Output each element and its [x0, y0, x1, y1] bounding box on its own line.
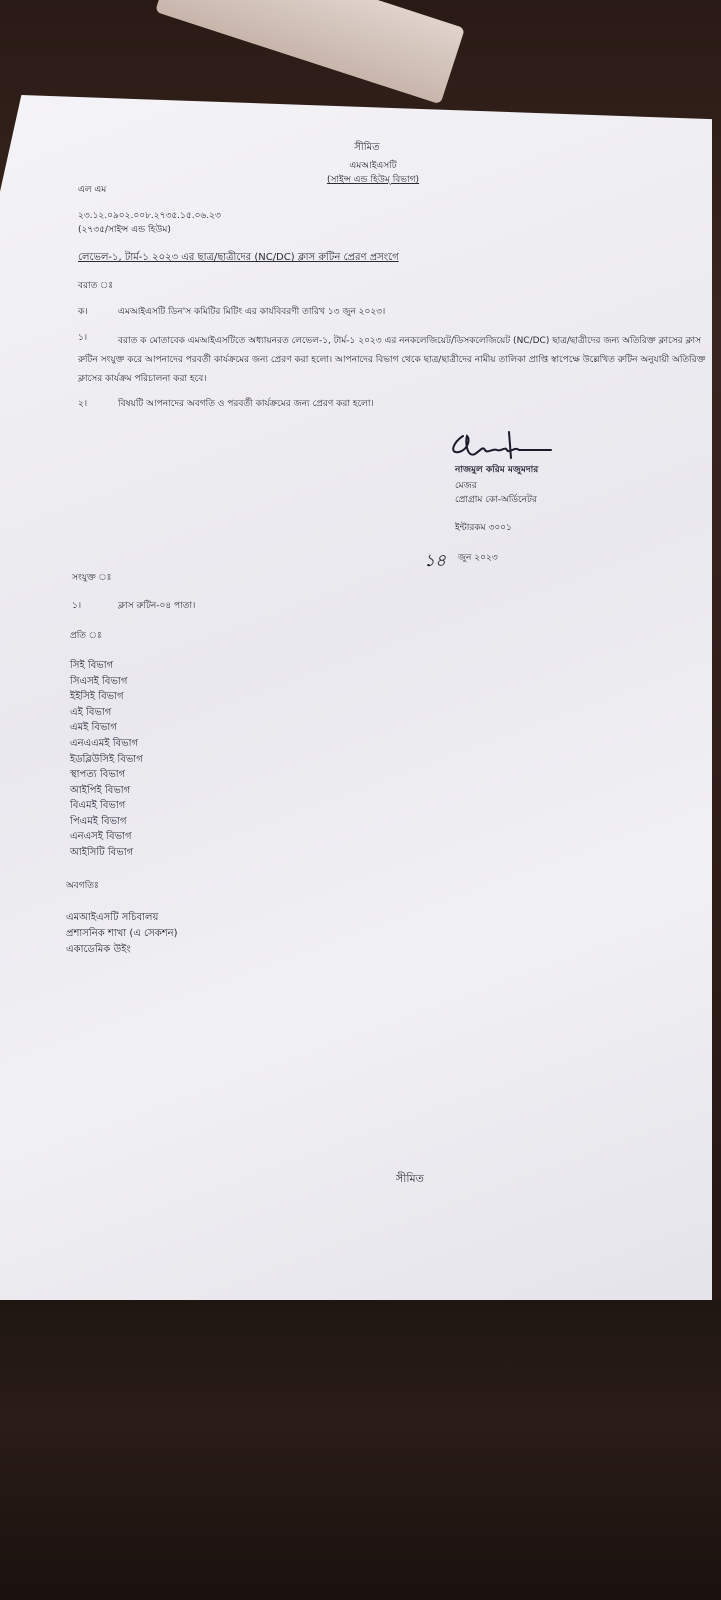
paragraph-2-number: ২।: [78, 399, 88, 409]
signature-image: [445, 428, 555, 468]
signatory-title: প্রোগ্রাম কো-অর্ডিনেটর: [455, 495, 537, 505]
list-item: আইসিটি বিভাগ: [70, 847, 134, 858]
ref-item-text: এমআইএসটি ডিন'স কমিটির মিটিং এর কার্যবিবরণী তারিখ ১৩ জুন ২০২৩।: [118, 307, 386, 317]
list-item: বিএমই বিভাগ: [70, 800, 126, 811]
org-name: এমআইএসটি: [349, 161, 397, 171]
file-prefix: এল এম: [78, 185, 107, 195]
enclosure-text: ক্লাস রুটিন-০৪ পাতা।: [118, 601, 196, 611]
signature-date-rest: জুন ২০২৩: [458, 553, 498, 563]
list-item: সিএসই বিভাগ: [70, 676, 128, 687]
list-item: ইইসিই বিভাগ: [70, 691, 124, 702]
signatory-rank: মেজর: [455, 481, 477, 491]
signatory-name: নাজমুল করিম মজুমদার: [455, 465, 539, 475]
list-item: এনএএমই বিভাগ: [70, 738, 139, 749]
list-item: স্থাপত্য বিভাগ: [70, 769, 126, 780]
info-label: অবগতিঃ: [66, 881, 99, 891]
paragraph-1-number: ১।: [78, 333, 88, 343]
classification-top: সীমিত: [354, 142, 380, 153]
list-item: এমআইএসটি সচিবালয়: [66, 912, 159, 923]
desk-object: [155, 0, 465, 104]
list-item: আইপিই বিভাগ: [70, 785, 131, 796]
subject-line: লেভেল-১, টার্ম-১ ২০২৩ এর ছাত্র/ছাত্রীদের (NC/DC) ক্লাস রুটিন প্রেরণ প্রসংগে: [78, 252, 399, 263]
dept-name: (সাইন্স এন্ড হিউম্ বিভাগ): [326, 175, 420, 185]
list-item: এমই বিভাগ: [70, 722, 117, 733]
paragraph-1-text: বরাত ক মোতাবেক এমআইএসটিতে অধ্যায়নরত লেভেল-১, টার্ম-১ ২০২৩ এর ননকলেজিয়েট/ডিসকলেজিয়েট (NC/DC) ছাত্র/ছাত্রীদের জন্য অতিরিক্ত ক্লাসের ক্লাস রুটিন সংযুক্ত করে আপনাদের পরবর্তী কার্যক্রমের জন্য প্রেরণ করা হলো। আপনাদের বিভাগ থেকে ছাত্র/ছাত্রীদের নামীয় তালিকা প্রাপ্তি স্বাপেক্ষে উল্লেখিত রুটিন অনুযায়ী অতিরিক্ত ক্লাসের কার্যক্রম পরিচালনা করা হবে।: [78, 336, 706, 384]
enclosure-label: সংযুক্ত ঃ: [72, 573, 112, 583]
classification-bottom: সীমিত: [396, 1172, 424, 1185]
intercom-number: ইন্টারকম ৩০০১: [455, 523, 512, 533]
list-item: পিএমই বিভাগ: [70, 816, 127, 827]
ref-item-number: ক।: [78, 307, 88, 317]
list-item: একাডেমিক উইং: [66, 944, 131, 955]
list-item: ইডব্লিউসিই বিভাগ: [70, 754, 143, 765]
paragraph-2-text: বিষয়টি আপনাদের অবগতি ও পরবর্তী কার্যক্রমের জন্য প্রেরণ করা হলো।: [118, 399, 374, 409]
desk-surface: [0, 1300, 721, 1600]
list-item: এই বিভাগ: [70, 707, 112, 718]
reference-number: ২৩.১২.০৯০২.০০৮.২৭৩৫.১৫.০৬.২৩: [78, 211, 221, 221]
reference-label: বরাত ঃ: [78, 281, 114, 291]
reference-sub: (২৭৩৫/সাইন্স এন্ড হিউম): [78, 225, 171, 235]
handwritten-date-day: ১৪: [424, 551, 447, 571]
list-item: প্রশাসনিক শাখা (এ সেকশন): [66, 928, 178, 939]
distribution-label: প্রতি ঃ: [70, 631, 102, 641]
list-item: এনএসই বিভাগ: [70, 831, 132, 842]
enclosure-number: ১।: [72, 601, 82, 611]
list-item: সিই বিভাগ: [70, 660, 114, 671]
